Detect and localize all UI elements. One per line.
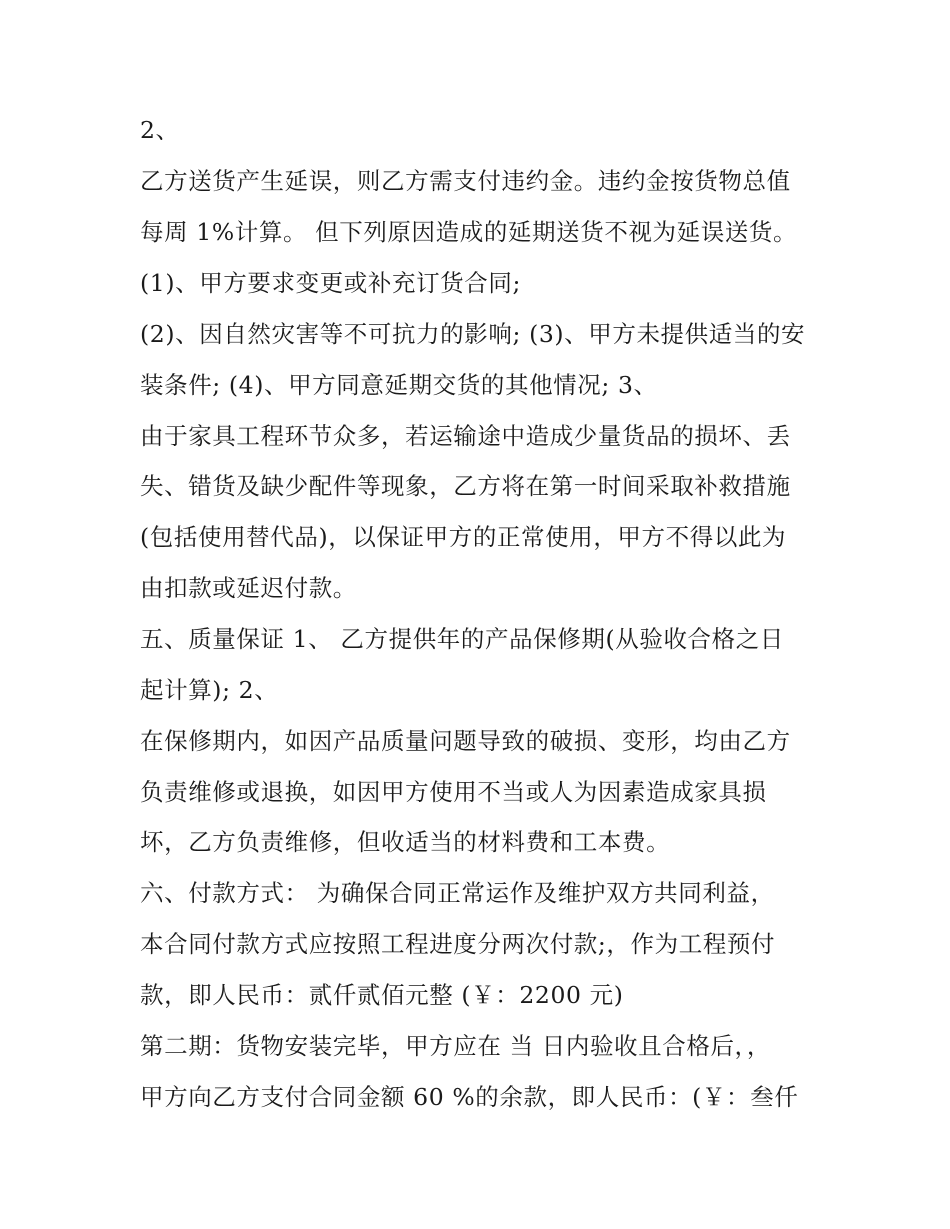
text-line: (1)、甲方要求变更或补充订货合同; (140, 269, 522, 297)
text-line: 由扣款或延迟付款。 (140, 574, 357, 602)
text-line: 失、错货及缺少配件等现象，乙方将在第一时间采取补救措施 (140, 472, 791, 500)
text-line: 由于家具工程环节众多，若运输途中造成少量货品的损坏、丢 (140, 422, 791, 450)
text-line: 本合同付款方式应按照工程进度分两次付款;，作为工程预付 (140, 930, 776, 958)
text-line: (2)、因自然灾害等不可抗力的影响; (3)、甲方未提供适当的安 (140, 320, 806, 348)
text-line: 起计算); 2、 (140, 676, 279, 704)
text-line: 乙方送货产生延误，则乙方需支付违约金。违约金按货物总值 (140, 167, 791, 195)
text-line: 款，即人民币：贰仟贰佰元整 (￥：2200 元) (140, 981, 624, 1009)
text-line: 在保修期内，如因产品质量问题导致的破损、变形，均由乙方 (140, 727, 791, 755)
text-line: 六、付款方式： 为确保合同正常运作及维护双方共同利益， (140, 879, 775, 907)
text-line: 2、 (140, 116, 180, 144)
text-line: 五、质量保证 1、 乙方提供年的产品保修期(从验收合格之日 (140, 625, 784, 653)
text-line: 每周 1%计算。 但下列原因造成的延期送货不视为延误送货。 (140, 218, 798, 246)
text-line: 甲方向乙方支付合同金额 60 %的余款，即人民币：(￥：叁仟 (140, 1083, 799, 1111)
text-line: 负责维修或退换，如因甲方使用不当或人为因素造成家具损 (140, 778, 767, 806)
text-line: 坏，乙方负责维修，但收适当的材料费和工本费。 (140, 828, 671, 856)
text-line: 装条件; (4)、甲方同意延期交货的其他情况; 3、 (140, 371, 658, 399)
text-line: (包括使用替代品)，以保证甲方的正常使用，甲方不得以此为 (140, 523, 787, 551)
text-line: 第二期：货物安装完毕，甲方应在 当 日内验收且合格后，， (140, 1032, 771, 1060)
